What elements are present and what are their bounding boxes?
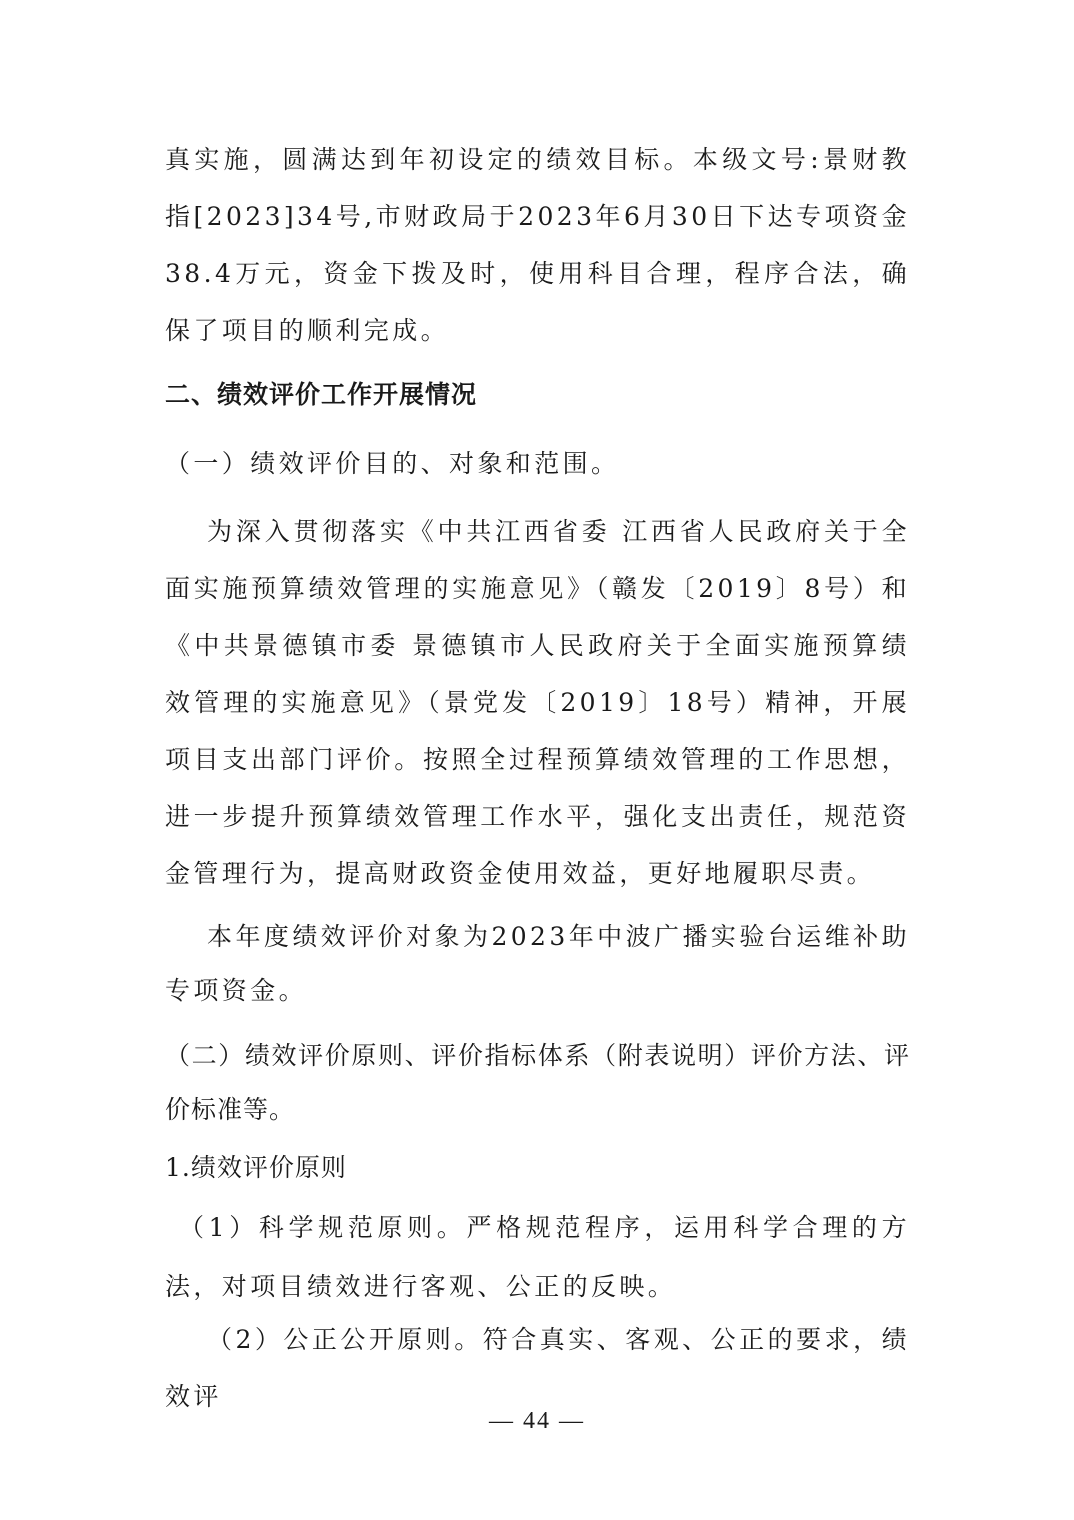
- subsection-heading-principles: （二）绩效评价原则、评价指标体系（附表说明）评价方法、评价标准等。: [165, 1041, 910, 1124]
- paragraph-policy-basis: 为深入贯彻落实《中共江西省委 江西省人民政府关于全面实施预算绩效管理的实施意见》（赣发〔2019〕8号）和《中共景德镇市委 景德镇市人民政府关于全面实施预算绩效管理的实施意见》（景党发〔2019〕18号）精神，开展项目支出部门评价。按照全过程预算绩效管理的工作思想，进一步提升预算绩效管理工作水平，强化支出责任，规范资金管理行为，提高财政资金使用效益，更好地履职尽责。: [165, 517, 910, 888]
- section-heading-evaluation-work: 二、绩效评价工作开展情况: [165, 380, 478, 409]
- item-heading-evaluation-principles: 1.绩效评价原则: [165, 1153, 347, 1182]
- paragraph-evaluation-object: 本年度绩效评价对象为2023年中波广播实验台运维补助专项资金。: [165, 922, 910, 1005]
- page-number: — 44 —: [489, 1408, 585, 1434]
- paragraph-fairness-principle: （2）公正公开原则。符合真实、客观、公正的要求，绩效评: [165, 1325, 910, 1411]
- paragraph-funding-summary: 真实施，圆满达到年初设定的绩效目标。本级文号:景财教指[2023]34号,市财政局于2023年6月30日下达专项资金38.4万元，资金下拨及时，使用科目合理，程序合法，确保了项目的顺利完成。: [165, 145, 910, 345]
- paragraph-scientific-principle: （1）科学规范原则。严格规范程序，运用科学合理的方法，对项目绩效进行客观、公正的反映。: [165, 1213, 910, 1301]
- subsection-heading-purpose-scope: （一）绩效评价目的、对象和范围。: [165, 449, 620, 478]
